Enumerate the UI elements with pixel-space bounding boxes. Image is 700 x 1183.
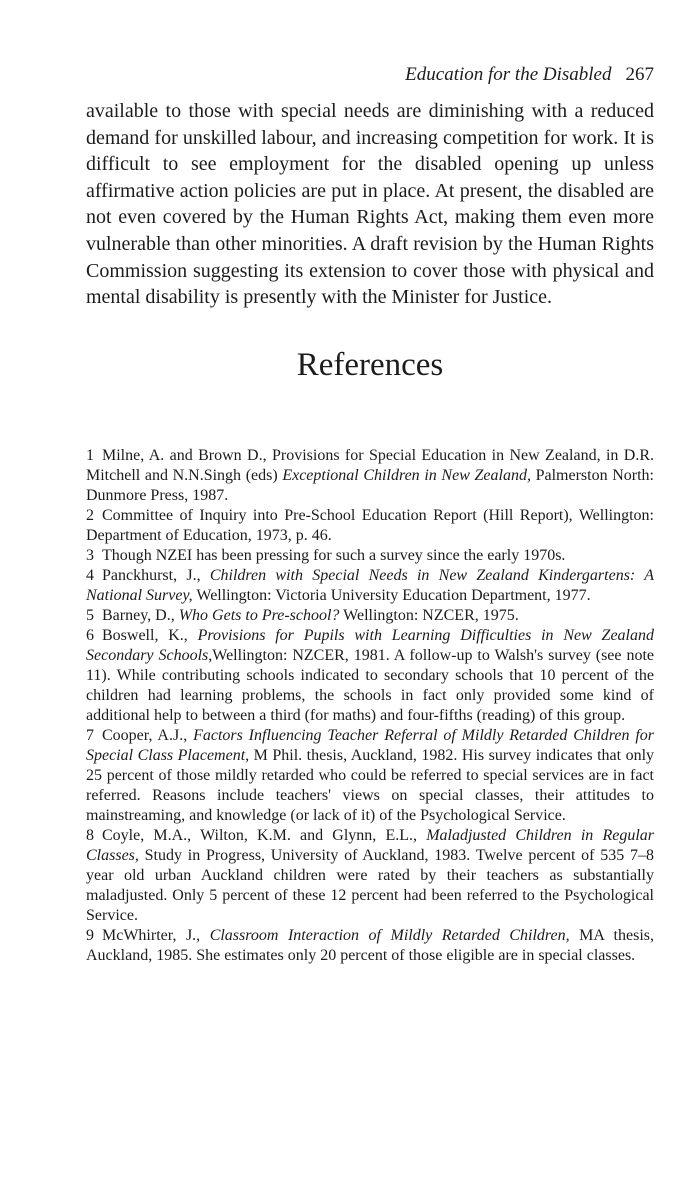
references-list — [86, 446, 654, 966]
reference-number: 6 — [86, 627, 94, 644]
reference-item — [86, 446, 654, 506]
reference-number: 2 — [86, 507, 94, 524]
running-head-title: Education for the Disabled — [405, 64, 612, 85]
reference-text: McWhirter, J., — [102, 927, 210, 944]
reference-text: Barney, D., — [102, 607, 179, 624]
reference-item — [86, 726, 654, 826]
reference-text: Wellington: NZCER, 1975. — [339, 607, 519, 624]
reference-text: Cooper, A.J., — [102, 727, 194, 744]
reference-text: Coyle, M.A., Wilton, K.M. and Glynn, E.L., — [102, 827, 427, 844]
reference-item — [86, 506, 654, 546]
reference-text: Panckhurst, J., — [102, 567, 210, 584]
reference-item — [86, 606, 654, 626]
reference-title: Factors Influencing Teacher Referral of Mildly Retarded Children for Special Class Placement, — [86, 727, 655, 764]
reference-text: Milne, A. and Brown D., Provisions for Special Education in New Zealand, in D.R. Mitchell and N.N.Singh (eds) — [86, 447, 654, 484]
reference-title: Exceptional Children in New Zealand, — [282, 467, 531, 484]
reference-text: Wellington: NZCER, 1981. A follow-up to Walsh's survey (see note 11). While contributing schools indicated to secondary schools that 10 percent of the children had learning problems, the schools in fact only provided some kind of additional help to between a third (for maths) and four-fifths (reading) of this group. — [86, 647, 654, 724]
reference-title: Classroom Interaction of Mildly Retarded Children, — [209, 927, 570, 944]
page-number: 267 — [625, 64, 654, 85]
body-text — [86, 98, 654, 311]
reference-text: Wellington: Victoria University Education Department, 1977. — [192, 587, 591, 604]
reference-title: Who Gets to Pre-school? — [178, 607, 340, 624]
reference-number: 3 — [86, 547, 94, 564]
reference-number: 1 — [86, 447, 94, 464]
reference-number: 7 — [86, 727, 94, 744]
reference-item — [86, 926, 654, 966]
references-heading: References — [296, 347, 444, 383]
reference-text: Though NZEI has been pressing for such a survey since the early 1970s. — [102, 547, 566, 564]
reference-number: 5 — [86, 607, 94, 624]
reference-number: 4 — [86, 567, 94, 584]
running-head — [86, 62, 654, 88]
reference-item — [86, 546, 654, 566]
reference-title: Children with Special Needs in New Zealand Kindergartens: A National Survey, — [86, 567, 655, 604]
body-paragraph: available to those with special needs are diminishing with a reduced demand for unskilled labour, and increasing competition for work. It is difficult to see employment for the disabled opening up unless affirmative action policies are put in place. At present, the disabled are not even covered by the Human Rights Act, making them even more vulnerable than other minorities. A draft revision by the Human Rights Commission suggesting its extension to cover those with physical and mental disability is presently with the Minister for Justice. — [86, 100, 654, 309]
reference-text: Committee of Inquiry into Pre-School Education Report (Hill Report), Wellington: Department of Education, 1973, p. 46. — [86, 507, 654, 544]
reference-title: Provisions for Pupils with Learning Difficulties in New Zealand Secondary Schools, — [86, 627, 655, 664]
reference-title: Maladjusted Children in Regular Classes, — [86, 827, 655, 864]
reference-text: Boswell, K., — [102, 627, 198, 644]
reference-text: Study in Progress, University of Auckland, 1983. Twelve percent of 535 7–8 year old urban Auckland children were rated by their teachers as substantially maladjusted. Only 5 percent of these 12 percent had been referred to the Psychological Service. — [86, 847, 654, 924]
reference-item — [86, 826, 654, 926]
reference-item — [86, 566, 654, 606]
reference-number: 8 — [86, 827, 94, 844]
reference-item — [86, 626, 654, 726]
reference-number: 9 — [86, 927, 94, 944]
reference-text: M Phil. thesis, Auckland, 1982. His survey indicates that only 25 percent of those mildly retarded who could be referred to special services are in fact referred. Reasons include teachers' views on special classes, their attitudes to mainstreaming, and knowledge (or lack of it) of the Psychological Service. — [86, 747, 655, 824]
reference-text: MA thesis, Auckland, 1985. She estimates only 20 percent of those eligible are in special classes. — [86, 927, 654, 964]
reference-text: Palmerston North: Dunmore Press, 1987. — [86, 467, 655, 504]
